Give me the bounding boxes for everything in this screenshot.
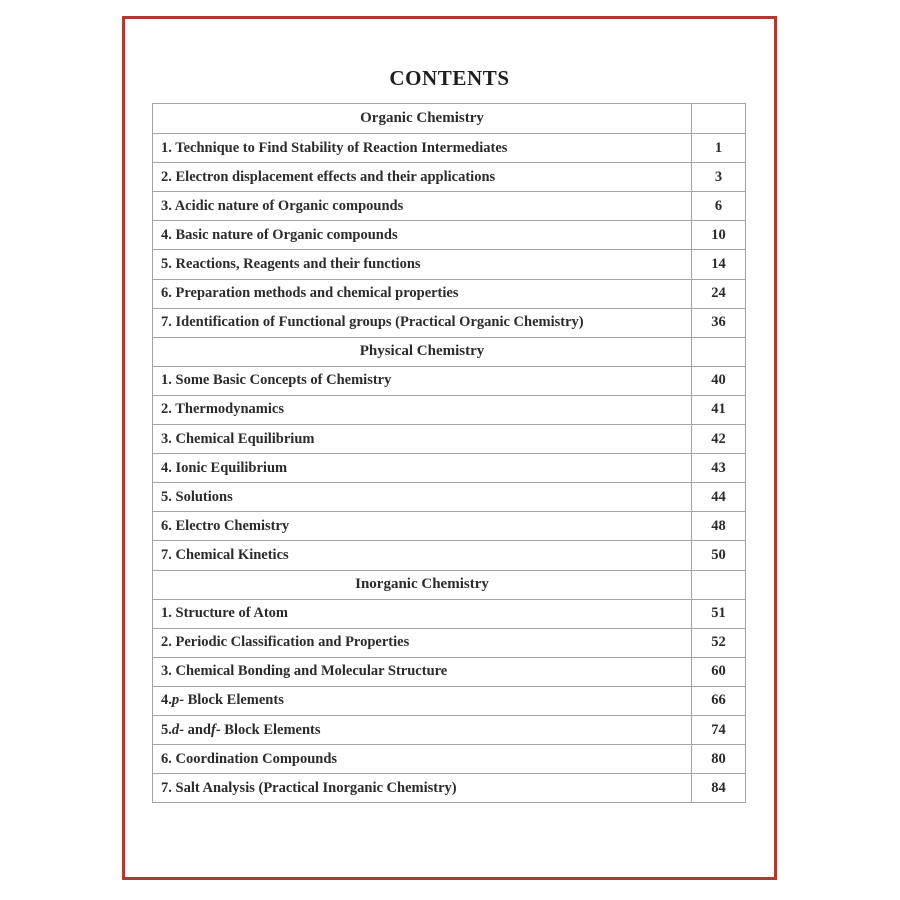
toc-row-label-run: 1. Structure of Atom [161, 605, 288, 622]
section-header-page [692, 104, 745, 133]
toc-row-label [153, 629, 692, 657]
section-header-row [153, 337, 745, 366]
toc-row-page: 48 [711, 517, 726, 534]
toc-row-label [153, 483, 692, 511]
toc-row-label [153, 512, 692, 540]
section-header-page [692, 571, 745, 599]
toc-row [153, 308, 745, 337]
toc-row [153, 424, 745, 453]
toc-row-label-italic-run: p [171, 692, 180, 709]
toc-row-label [153, 134, 692, 162]
toc-row-label [153, 367, 692, 395]
toc-row-page: 40 [711, 372, 726, 389]
toc-row [153, 686, 745, 715]
toc-row-label-run: 3. Chemical Bonding and Molecular Structure [161, 663, 448, 680]
toc-row-page: 66 [711, 692, 726, 709]
toc-row [153, 773, 745, 802]
toc-row [153, 162, 745, 191]
toc-row-label-run: 1. Some Basic Concepts of Chemistry [161, 372, 392, 389]
toc-row-label-run: 5. [161, 721, 172, 738]
section-header-label: Organic Chemistry [153, 104, 692, 133]
toc-row-label-run: - and [179, 721, 211, 738]
toc-row-label-run: - Block Elements [179, 692, 284, 709]
toc-row-label-run: 5. Solutions [161, 488, 233, 505]
toc-row-label [153, 425, 692, 453]
toc-row-label-run: 6. Preparation methods and chemical properties [161, 285, 459, 302]
toc-row-page: 6 [714, 197, 723, 214]
toc-row-label-run: 4. [161, 692, 172, 709]
toc-row [153, 133, 745, 162]
toc-row-page: 80 [711, 750, 726, 767]
toc-row-page: 24 [711, 285, 726, 302]
toc-row-label-run: 2. Periodic Classification and Properties [161, 634, 410, 651]
toc-row-page: 60 [711, 663, 726, 680]
toc-row-page: 1 [714, 139, 723, 156]
toc-row-label-run: - Block Elements [215, 721, 321, 738]
toc-row-page: 14 [711, 256, 726, 273]
toc-row [153, 657, 745, 686]
toc-row-label-italic-run: f [210, 721, 216, 738]
toc-row-label-run: 7. Salt Analysis (Practical Inorganic Chemistry) [161, 779, 457, 796]
toc-row-label-run: 4. Basic nature of Organic compounds [161, 226, 398, 243]
section-header-row [153, 104, 745, 133]
toc-row [153, 279, 745, 308]
toc-row-label [153, 454, 692, 482]
toc-row-page: 42 [711, 430, 726, 447]
toc-row [153, 191, 745, 220]
toc-row [153, 220, 745, 249]
toc-row-page: 74 [711, 721, 726, 738]
toc-row-label-run: 4. Ionic Equilibrium [161, 459, 288, 476]
toc-row-label-italic-run: d [171, 721, 180, 738]
section-header-label: Physical Chemistry [153, 338, 692, 366]
toc-row-label [153, 541, 692, 569]
page-title: CONTENTS [389, 66, 510, 90]
toc-row-label [153, 280, 692, 308]
toc-row-label-run: 2. Electron displacement effects and their applications [161, 168, 496, 185]
toc-row-label-run: 7. Chemical Kinetics [161, 546, 289, 563]
toc-row-label [153, 716, 692, 744]
toc-row-label [153, 600, 692, 628]
toc-row [153, 366, 745, 395]
toc-row-page: 43 [711, 459, 726, 476]
toc-row-page: 3 [714, 168, 723, 185]
toc-row-label-run: 5. Reactions, Reagents and their functions [161, 256, 421, 273]
toc-row-label [153, 774, 692, 802]
toc-row-page: 50 [711, 546, 726, 563]
toc-row-label [153, 396, 692, 424]
section-header-row [153, 570, 745, 599]
contents-table [152, 103, 746, 803]
section-header-page [692, 338, 745, 366]
section-header-label: Inorganic Chemistry [153, 571, 692, 599]
toc-row [153, 599, 745, 628]
toc-row-page: 84 [711, 779, 726, 796]
toc-row-label-run: 6. Electro Chemistry [161, 517, 290, 534]
toc-row [153, 395, 745, 424]
toc-row-label [153, 309, 692, 337]
toc-row-label [153, 163, 692, 191]
toc-row-page: 41 [711, 401, 726, 418]
toc-row-page: 36 [711, 314, 726, 331]
toc-row-page: 44 [711, 488, 726, 505]
toc-row-label [153, 221, 692, 249]
toc-row-label [153, 745, 692, 773]
toc-row-label-run: 3. Acidic nature of Organic compounds [161, 197, 404, 214]
toc-row-label [153, 658, 692, 686]
toc-row [153, 540, 745, 569]
toc-row [153, 511, 745, 540]
toc-row-label [153, 192, 692, 220]
toc-row-label-run: 1. Technique to Find Stability of Reaction Intermediates [161, 139, 508, 156]
toc-row-label-run: 3. Chemical Equilibrium [161, 430, 315, 447]
toc-row-page: 10 [711, 226, 726, 243]
toc-row [153, 744, 745, 773]
toc-row-page: 52 [711, 634, 726, 651]
toc-row [153, 482, 745, 511]
toc-row-label-run: 7. Identification of Functional groups (Practical Organic Chemistry) [161, 314, 584, 331]
toc-row-page: 51 [711, 605, 726, 622]
toc-row-label [153, 250, 692, 278]
toc-row-label-run: 6. Coordination Compounds [161, 750, 338, 767]
toc-row [153, 715, 745, 744]
toc-row [153, 249, 745, 278]
toc-row-label [153, 687, 692, 715]
toc-row [153, 453, 745, 482]
toc-row [153, 628, 745, 657]
toc-row-label-run: 2. Thermodynamics [161, 401, 284, 418]
